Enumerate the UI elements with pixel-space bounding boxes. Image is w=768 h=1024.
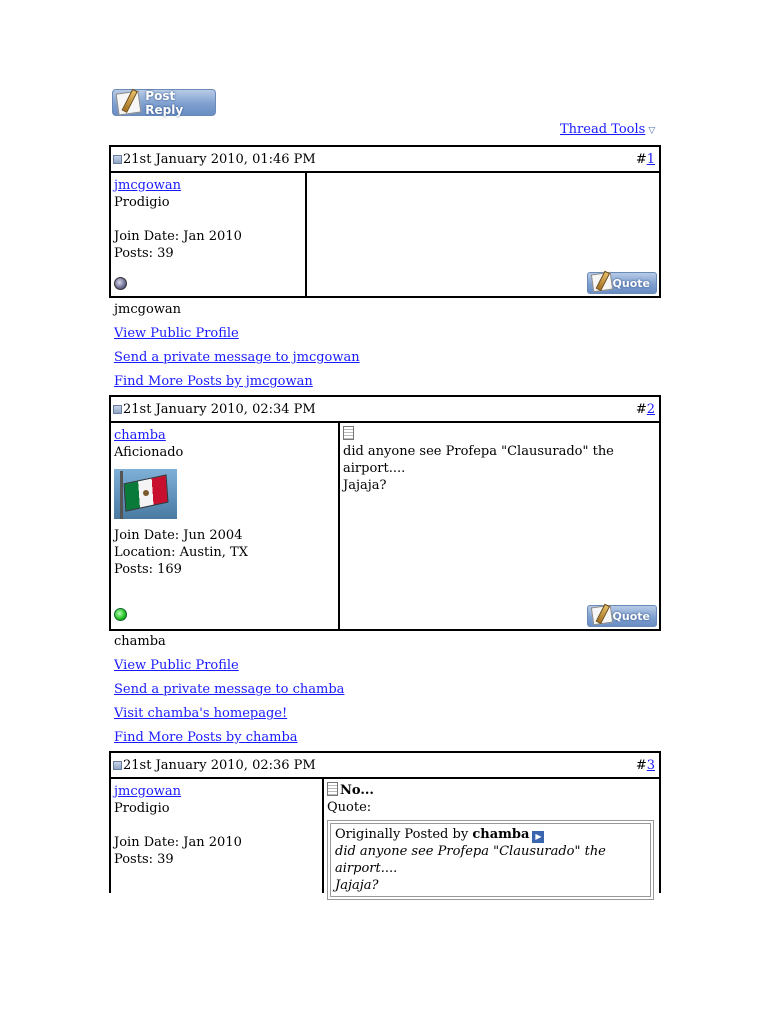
message-title: No... <box>340 783 374 798</box>
document-icon <box>113 155 122 164</box>
post-reply-label: Post Reply <box>145 88 184 117</box>
menu-username: chamba <box>114 634 166 649</box>
post-header <box>111 397 659 423</box>
quoted-username: chamba <box>472 827 530 842</box>
user-info <box>111 173 307 296</box>
triangle-down-icon[interactable]: ▽ <box>648 126 656 136</box>
message-text-line: Jajaja? <box>343 478 387 493</box>
quote-button[interactable] <box>587 605 657 627</box>
post-count: Posts: 39 <box>114 852 174 867</box>
quote-button[interactable] <box>587 272 657 294</box>
post-header <box>111 147 659 173</box>
quote-attribution: Originally Posted by chamba ▶ <box>335 826 646 843</box>
quoted-text-line: did anyone see Profepa "Clausurado" the airport.... <box>335 844 606 876</box>
document-icon <box>113 761 122 770</box>
user-title: Prodigio <box>114 195 170 210</box>
post-1 <box>109 145 661 298</box>
username-link[interactable]: jmcgowan <box>114 784 182 799</box>
pencil-paper-icon <box>591 605 613 626</box>
post-date: 21st January 2010, 02:36 PM <box>113 758 316 773</box>
user-info <box>111 423 340 629</box>
join-date: Join Date: Jun 2004 <box>114 528 243 543</box>
user-menu-jmcgowan <box>114 301 360 397</box>
post-reply-button[interactable] <box>112 89 216 116</box>
username-link[interactable]: chamba <box>114 428 166 443</box>
send-private-message-link[interactable]: Send a private message to jmcgowan <box>114 350 360 365</box>
message-area <box>340 423 659 629</box>
post-date: 21st January 2010, 01:46 PM <box>113 152 316 167</box>
pencil-paper-icon <box>591 272 613 293</box>
find-more-posts-link[interactable]: Find More Posts by chamba <box>114 730 298 745</box>
document-icon <box>113 405 122 414</box>
post-3 <box>109 751 661 893</box>
view-public-profile-link[interactable]: View Public Profile <box>114 658 239 673</box>
view-public-profile-link[interactable]: View Public Profile <box>114 326 239 341</box>
post-number: #3 <box>635 757 655 773</box>
post-header <box>111 753 659 779</box>
quote-header: Quote: <box>327 800 372 815</box>
send-private-message-link[interactable]: Send a private message to chamba <box>114 682 345 697</box>
post-number-link[interactable]: 3 <box>646 757 655 773</box>
location: Location: Austin, TX <box>114 545 248 560</box>
offline-status-icon <box>114 277 127 290</box>
message-area <box>307 173 659 296</box>
visit-homepage-link[interactable]: Visit chamba's homepage! <box>114 706 288 721</box>
message-area <box>324 779 659 893</box>
post-icon <box>327 782 338 796</box>
username-link[interactable]: jmcgowan <box>114 178 182 193</box>
pencil-paper-icon <box>116 90 142 115</box>
menu-username: jmcgowan <box>114 302 182 317</box>
post-2 <box>109 395 661 631</box>
avatar <box>114 469 177 519</box>
post-number: #1 <box>635 151 655 167</box>
post-date: 21st January 2010, 02:34 PM <box>113 402 316 417</box>
thread-tools <box>560 122 655 137</box>
message-text-line: did anyone see Profepa "Clausurado" the airport.... <box>343 444 614 476</box>
quote-label: Quote <box>612 609 650 623</box>
join-date: Join Date: Jan 2010 <box>114 835 242 850</box>
user-info <box>111 779 324 893</box>
online-status-icon <box>114 608 127 621</box>
thread-tools-link[interactable]: Thread Tools <box>560 122 646 137</box>
arrow-right-icon[interactable]: ▶ <box>532 831 544 843</box>
user-title: Prodigio <box>114 801 170 816</box>
quote-label: Quote <box>612 276 650 290</box>
post-count: Posts: 169 <box>114 562 182 577</box>
user-title: Aficionado <box>114 445 184 460</box>
post-number-link[interactable]: 2 <box>646 401 655 417</box>
quote-box <box>327 820 654 900</box>
post-number: #2 <box>635 401 655 417</box>
user-menu-chamba <box>114 633 344 753</box>
post-icon <box>343 426 354 440</box>
find-more-posts-link[interactable]: Find More Posts by jmcgowan <box>114 374 313 389</box>
quoted-text-line: Jajaja? <box>335 878 379 893</box>
post-number-link[interactable]: 1 <box>646 151 655 167</box>
join-date: Join Date: Jan 2010 <box>114 229 242 244</box>
post-count: Posts: 39 <box>114 246 174 261</box>
